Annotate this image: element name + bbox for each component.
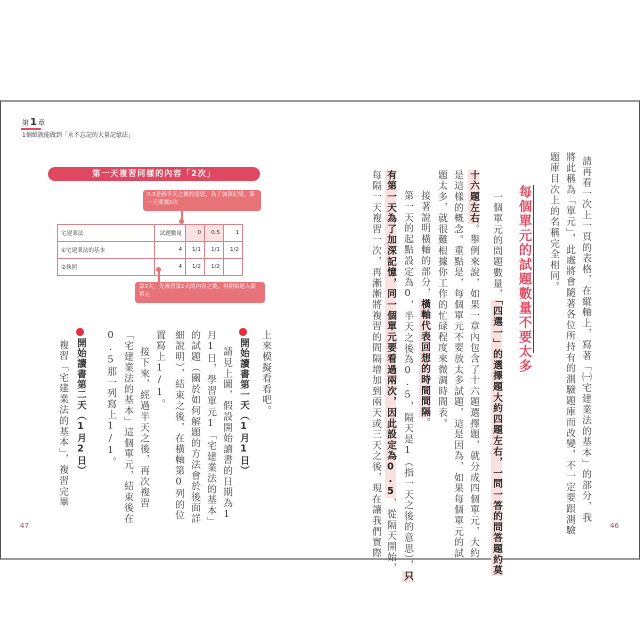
body-column: 0.5那一列寫上1/1。 xyxy=(105,330,116,468)
table-cell: 1/1 xyxy=(205,242,224,259)
table-header: 0.5 xyxy=(205,225,224,242)
table-cell: 4 xyxy=(155,259,186,276)
body-column: 題太多，就很難根據你工作的忙碌程度來微調時間表。 xyxy=(436,170,447,430)
body-column: 細說明），結束之後，在橫軸第0列的位 xyxy=(173,330,184,521)
section-day1: 開始讀書第一天（1月1日） xyxy=(236,328,250,476)
table-cell: 1/2 xyxy=(186,259,205,276)
table-cell: ②執照 xyxy=(58,259,155,276)
body-column: 接下來，經過半天之後，再次複習 xyxy=(138,336,149,509)
section-heading: 每個單元的試題數量不要太多 xyxy=(516,185,531,374)
body-column: 接著說明橫軸的部分，橫軸代表回想的時間間隔。 xyxy=(419,180,430,429)
table-header: 試題數量 xyxy=(155,225,186,242)
table-cell: 4 xyxy=(155,242,186,259)
body-column: 一個單元的問題數量，「四選一」的選擇題大約四題左右，一問一答的問答題約莫 xyxy=(491,192,502,576)
highlight-text: 橫軸代表回想的時間間隔 xyxy=(419,298,430,418)
table-header-row xyxy=(58,225,243,242)
callout-connector-bottom xyxy=(158,270,160,282)
table-row xyxy=(58,242,243,259)
callout-note-top: 0.5是指半天之後的意思，為了加深記憶，第一天要讀2次 xyxy=(143,190,261,211)
review-table xyxy=(57,224,243,276)
body-column: 置寫上1/1。 xyxy=(154,330,165,410)
page-number-left: 47 xyxy=(20,522,29,530)
highlight-text: 「四選一」的選擇題大約四題左右，一問一答的問答題約莫 xyxy=(491,300,502,576)
body-column: 月1日，學習單元1「宅建業法的基本」 xyxy=(205,330,216,528)
callout-note-bottom: 第2天，先複習第1天的內容之後，再開始進入新單元 xyxy=(135,282,265,303)
figure-banner-title: 第一天複習同樣的內容「2次」 xyxy=(48,167,260,181)
body-column: 請見上圖，假設開始讀書的日期為1 xyxy=(221,336,232,521)
table-cell: 1/2 xyxy=(205,259,224,276)
chapter-subtitle: 1個紙就能做到「永不忘記的大量記憶法」 xyxy=(22,132,134,139)
highlight-text: 有第一天為了加深記憶，同一個單元要看過兩次，因此設定為0.5 xyxy=(385,170,396,499)
body-column: 將此稱為「單元」，此處將會隨著各位所持有的測驗題庫而改變，不一定要跟測驗 xyxy=(564,152,575,536)
table-cell: ①宅建業法的基本 xyxy=(58,242,155,259)
table-cell: 1/1 xyxy=(186,242,205,259)
table-row xyxy=(58,259,243,276)
body-column: 有第一天為了加深記憶，同一個單元要看過兩次，因此設定為0.5，從隔天開始， xyxy=(385,170,396,574)
section-day2: 開始讀書第二天（1月2日） xyxy=(73,328,87,476)
highlight-text: 十六題左右 xyxy=(468,170,479,224)
chapter-label: 第1章 xyxy=(22,117,45,128)
body-column: 題庫目次上的名稱完全相同。 xyxy=(548,152,559,293)
body-column: 「宅建業法的基本」這個單元，結束後在 xyxy=(122,330,133,525)
body-column: 請再看一次上一頁的表格，在縱軸上，寫著「㈠宅建業法的基本」的部分，我 xyxy=(580,156,591,524)
highlight-text: 只 xyxy=(402,571,413,582)
body-column: 上來模擬看看吧。 xyxy=(260,330,271,417)
table-header: 0 xyxy=(186,225,205,242)
body-column: 的試題（關於如何解題的方法會於後面詳 xyxy=(189,330,200,525)
body-column: 每隔一天複習一次，再漸漸將複習的間隔增加到兩天或三天之後，現在讓我們實際 xyxy=(370,170,381,559)
heading-rule xyxy=(533,185,534,353)
table-cell xyxy=(224,259,243,276)
table-header: 1 xyxy=(224,225,243,242)
body-column: 十六題左右。舉例來說，如果一章內包含了十六題選擇題，就分成四個單元，大約 xyxy=(468,170,479,559)
body-column: 第一天的起點設定為0，半天之後為0.5，隔天是1（指一天之後的意思），只 xyxy=(402,180,413,582)
body-column: 複習「宅建業法的基本」，複習完畢 xyxy=(57,340,68,508)
bullet-icon xyxy=(239,328,247,336)
body-column: 是這樣的概念。重點是，每個單元不要放太多試題，這是因為，如果每個單元的試 xyxy=(452,170,463,559)
page-number-right: 46 xyxy=(610,522,619,530)
table-cell: 1/2 xyxy=(224,242,243,259)
bullet-icon xyxy=(76,328,84,336)
table-header: 宅建業法 xyxy=(58,225,155,242)
